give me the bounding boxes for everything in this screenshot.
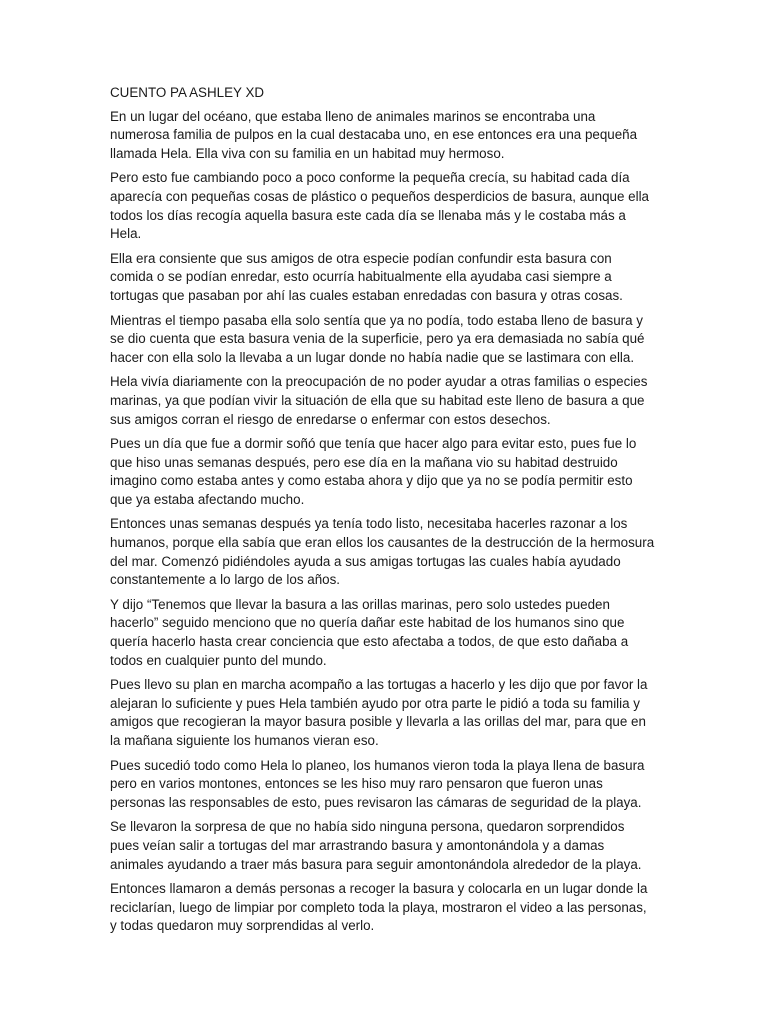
paragraph-6: Pues un día que fue a dormir soñó que tenía que hacer algo para evitar esto, pues fue lo que hiso unas semanas después, pero ese día en la mañana vio su habitad destruido imagino como estaba antes y como estaba ahora y dijo que ya no se podía permitir esto que ya estaba afectando mucho. xyxy=(110,436,637,507)
paragraph-3: Ella era consiente que sus amigos de otra especie podían confundir esta basura con comida o se podían enredar, esto ocurría habitualmente ella ayudaba casi siempre a tortugas que pasaban por ahí las cuales estaban enredadas con basura y otras cosas. xyxy=(110,250,623,303)
paragraph-10: Pues sucedió todo como Hela lo planeo, los humanos vieron toda la playa llena de basura pero en varios montones, entonces se les hiso muy raro pensaron que fueron unas personas las responsables de esto, pues revisaron las cámaras de seguridad de la playa. xyxy=(110,757,645,810)
paragraph-1: En un lugar del océano, que estaba lleno de animales marinos se encontraba una numerosa familia de pulpos en la cual destacaba uno, en ese entonces era una pequeña llamada Hela. Ella viva con su familia en un habitad muy hermoso. xyxy=(110,108,638,161)
paragraph-11: Se llevaron la sorpresa de que no había sido ninguna persona, quedaron sorprendidos pues veían salir a tortugas del mar arrastrando basura y amontonándola y a damas animales ayudando a traer más basura para seguir amontonándola alrededor de la playa. xyxy=(110,819,642,872)
paragraph-8: Y dijo “Tenemos que llevar la basura a las orillas marinas, pero solo ustedes pueden hacerlo” seguido menciono que no quería dañar este habitad de los humanos sino que quería hacerlo hasta crear conciencia que esto afectaba a todos, de que esto dañaba a todos en cualquier punto del mundo. xyxy=(110,596,629,668)
paragraph-12: Entonces llamaron a demás personas a recoger la basura y colocarla en un lugar donde la reciclarían, luego de limpiar por completo toda la playa, mostraron el video a las personas, y todas quedaron muy sorprendidas al verlo. xyxy=(110,881,648,934)
paragraph-5: Hela vivía diariamente con la preocupación de no poder ayudar a otras familias o especies marinas, ya que podían vivir la situación de ella que su habitad este lleno de basura a que sus amigos corran el riesgo de enredarse o enfermar con estos desechos. xyxy=(110,374,648,427)
paragraph-9: Pues llevo su plan en marcha acompaño a las tortugas a hacerlo y les dijo que por favor la alejaran lo suficiente y pues Hela también ayudo por otra parte le pidió a toda su familia y amigos que recogieran la mayor basura posible y llevarla a las orillas del mar, para que en la mañana siguiente los humanos vieran eso. xyxy=(110,677,648,748)
paragraph-7: Entonces unas semanas después ya tenía todo listo, necesitaba hacerles razonar a los humanos, porque ella sabía que eran ellos los causantes de la destrucción de la hermosura del mar. Comenzó pidiéndoles ayuda a sus amigas tortugas las cuales había ayudado constantemente a lo largo de los años. xyxy=(110,516,655,588)
document-title: CUENTO PA ASHLEY XD xyxy=(110,85,265,100)
paragraph-4: Mientras el tiempo pasaba ella solo sentía que ya no podía, todo estaba lleno de basura y se dio cuenta que esta basura venia de la superficie, pero ya era demasiada no sabía qué hacer con ella solo la llevaba a un lugar donde no había nadie que se lastimara con ella. xyxy=(110,312,645,365)
paragraph-2: Pero esto fue cambiando poco a poco conforme la pequeña crecía, su habitad cada día aparecía con pequeñas cosas de plástico o pequeños desperdicios de basura, aunque ella todos los días recogía aquella basura este cada día se llenaba más y le costaba más a Hela. xyxy=(110,170,649,242)
document-body xyxy=(110,84,656,942)
